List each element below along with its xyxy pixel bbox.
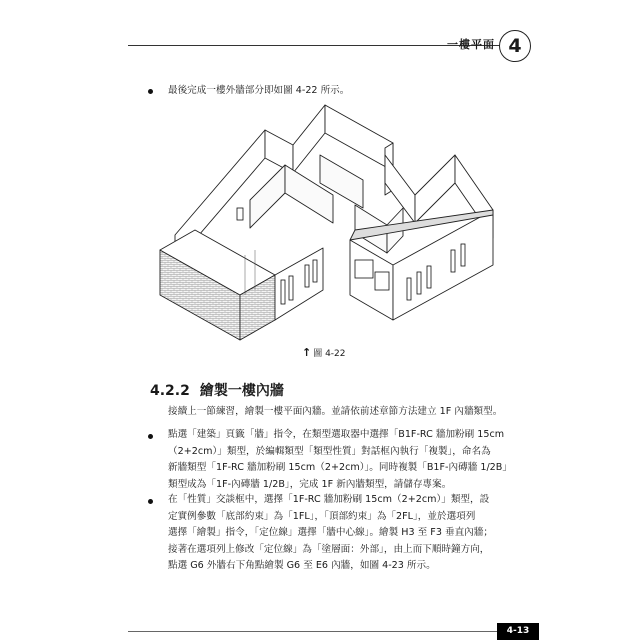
bullet-paragraph-2 <box>168 492 518 575</box>
bullet-dot <box>148 499 153 504</box>
intro-paragraph: 接續上一節練習，繪製一樓平面內牆。並請依前述章節方法建立 1F 內牆類型。 <box>168 406 503 417</box>
bullet-dot <box>148 434 153 439</box>
bullet-2-line: 點選 G6 外牆右下角點繪製 G6 至 E6 內牆，如圖 4-23 所示。 <box>168 560 436 572</box>
page-number: 4-13 <box>497 623 539 640</box>
section-number: 4.2.2 <box>150 383 190 399</box>
bullet-1-line: 點選「建築」頁籤「牆」指令，在類型選取器中選擇「B1F-RC 牆加粉刷 15cm <box>168 429 505 440</box>
bullet-2-line: 接著在選項列上修改「定位線」為「塗層面：外部」，由上而下順時鐘方向， <box>168 543 490 555</box>
chapter-number-badge: 4 <box>499 30 531 62</box>
bullet-2-line: 在「性質」交談框中，選擇「1F-RC 牆加粉刷 15cm（2+2cm）」類型，設 <box>168 494 490 505</box>
intro-bullet-text: 最後完成一樓外牆部分即如圖 4-22 所示。 <box>168 85 350 96</box>
caption-label: 圖 4-22 <box>313 349 346 359</box>
section-title: 繪製一樓內牆 <box>199 383 284 399</box>
caption-arrow-icon: ↑ <box>302 346 312 359</box>
isometric-wall-model-figure <box>155 100 500 350</box>
bullet-2-line: 定實例參數「底部約束」為「1FL」，「頂部約束」為「2FL」，並於選項列 <box>168 510 476 522</box>
bullet-paragraph-1 <box>168 427 518 493</box>
figure-caption <box>302 346 346 359</box>
bullet-1-line: 新牆類型「1F-RC 牆加粉刷 15cm（2+2cm）」。同時複製「B1F-內磚牆 1/2B」 <box>168 462 512 474</box>
bullet-1-line: 類型成為「1F-內磚牆 1/2B」，完成 1F 新內牆類型，請儲存專案。 <box>168 478 452 490</box>
chapter-title: 一樓平面 <box>447 38 495 51</box>
section-heading <box>150 380 284 400</box>
footer-rule <box>128 631 498 632</box>
bullet-2-line: 選擇「繪製」指令，「定位線」選擇「牆中心線」。繪製 H3 至 F3 垂直內牆； <box>168 527 493 539</box>
bullet-1-line: （2+2cm）」類型，於編輯類型「類型性質」對話框內執行「複製」，命名為 <box>168 445 491 457</box>
bullet-dot <box>148 89 153 94</box>
